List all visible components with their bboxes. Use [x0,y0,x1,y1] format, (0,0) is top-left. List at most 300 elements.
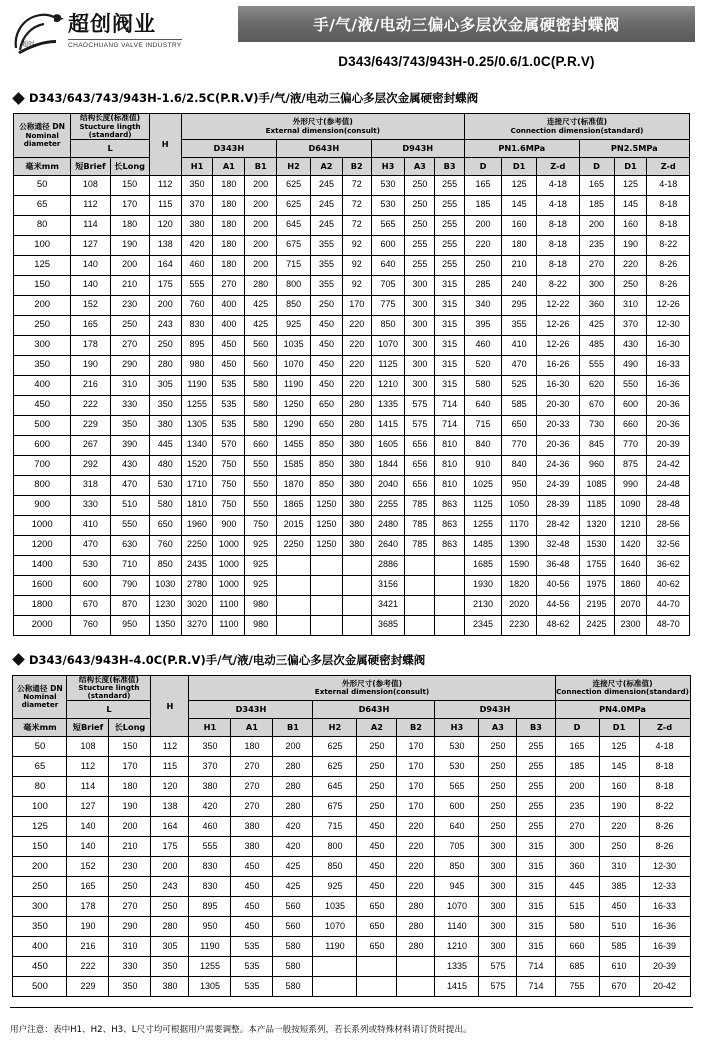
th-connection: 连接尺寸(标准值) Connection dimension(standard) [555,675,690,701]
table-cell: 180 [502,235,537,255]
table-cell: 300 [479,857,517,877]
table-cell: 715 [464,415,501,435]
th-a1: A1 [231,719,273,737]
table-cell: 330 [110,395,149,415]
table-cell: 640 [371,255,405,275]
table-cell: 470 [502,355,537,375]
table-cell: 850 [435,857,479,877]
table-cell: 210 [502,255,537,275]
table-cell: 300 [579,275,614,295]
table-cell: 625 [277,175,311,195]
table-cell: 114 [67,777,109,797]
table-cell: 270 [555,817,599,837]
table-cell: 280 [273,757,313,777]
table-cell: 863 [435,535,465,555]
th-external: 外形尺寸(参考值) External dimension(consult) [189,675,555,701]
spec-table-2 [12,675,690,998]
table-cell: 280 [342,395,371,415]
cell-nominal-diameter: 50 [13,737,67,757]
table-cell: 1250 [311,495,343,515]
table-cell: 250 [405,175,435,195]
table-cell: 2230 [502,615,537,635]
table-cell: 535 [213,395,245,415]
table-cell: 267 [71,435,110,455]
table-cell: 1335 [435,957,479,977]
table-cell: 460 [189,817,231,837]
table-cell: 1085 [579,475,614,495]
table-cell: 250 [405,215,435,235]
footer-divider [10,1007,693,1008]
table-row [13,917,690,937]
cell-nominal-diameter: 1200 [14,535,71,555]
table-cell: 945 [435,877,479,897]
th-h: H [149,114,181,176]
table-cell: 400 [213,315,245,335]
table-cell: 270 [110,335,149,355]
table-cell: 140 [71,255,110,275]
table-cell: 830 [189,857,231,877]
table-cell: 420 [273,837,313,857]
table-cell: 315 [517,897,555,917]
table-cell: 229 [67,977,109,997]
table-cell: 1170 [502,515,537,535]
cell-nominal-diameter: 1800 [14,595,71,615]
table-cell: 380 [189,777,231,797]
table-cell: 2070 [614,595,647,615]
table-cell: 2435 [181,555,213,575]
table-cell: 810 [435,435,465,455]
table-cell [357,977,397,997]
table-cell: 460 [464,335,501,355]
table-cell: 390 [110,435,149,455]
table-cell: 2020 [502,595,537,615]
table-cell: 108 [67,737,109,757]
table-cell: 92 [342,255,371,275]
table-cell: 32-56 [647,535,690,555]
table-row [14,215,690,235]
table-cell: 250 [464,255,501,275]
th-h2: H2 [277,157,311,175]
table-cell: 250 [357,777,397,797]
table-cell: 535 [213,415,245,435]
table-cell: 8-18 [647,195,690,215]
table-cell: 1185 [579,495,614,515]
table-cell: 1390 [502,535,537,555]
table-cell: 180 [213,175,245,195]
table-cell: 220 [599,817,639,837]
table-cell: 620 [579,375,614,395]
table-cell: 8-22 [537,275,579,295]
table-cell: 300 [479,837,517,857]
th-zd-40: Z-d [639,719,690,737]
table-cell: 530 [435,757,479,777]
table-cell: 530 [435,737,479,757]
table-cell: 360 [555,857,599,877]
table-cell: 250 [151,897,189,917]
table-cell: 900 [213,515,245,535]
table-cell: 125 [502,175,537,195]
cell-nominal-diameter: 100 [14,235,71,255]
table-cell: 16-30 [537,375,579,395]
table-cell [277,615,311,635]
table-cell: 2130 [464,595,501,615]
table-cell: 580 [245,375,277,395]
table-cell: 1025 [464,475,501,495]
table-cell: 16-39 [639,937,690,957]
table-cell: 92 [342,275,371,295]
table-cell: 165 [67,877,109,897]
table-cell: 200 [555,777,599,797]
table-cell: 570 [213,435,245,455]
table-cell: 24-39 [537,475,579,495]
table-cell: 270 [213,275,245,295]
cell-nominal-diameter: 900 [14,495,71,515]
table-cell: 1035 [277,335,311,355]
table-cell: 490 [614,355,647,375]
table-cell: 270 [231,797,273,817]
table-cell: 1250 [311,535,343,555]
table-cell: 243 [149,315,181,335]
table-cell [435,575,465,595]
table-cell: 72 [342,195,371,215]
table-cell: 760 [149,535,181,555]
table-cell: 650 [311,415,343,435]
table-cell: 3020 [181,595,213,615]
table-cell: 785 [405,535,435,555]
table-cell: 300 [405,355,435,375]
th-d-16: D [464,157,501,175]
table-cell: 850 [149,555,181,575]
table-cell: 145 [599,757,639,777]
table-cell: 3421 [371,595,405,615]
table-cell: 895 [189,897,231,917]
table-cell [405,595,435,615]
th-brief: 短Brief [71,157,110,175]
th-brief: 短Brief [67,719,109,737]
table-cell: 925 [245,575,277,595]
table-cell: 250 [479,797,517,817]
table-cell: 430 [110,455,149,475]
table-cell: 535 [231,937,273,957]
cell-nominal-diameter: 450 [14,395,71,415]
th-h3: H3 [435,719,479,737]
table-row [13,817,690,837]
th-d1-16: D1 [502,157,537,175]
table-cell: 380 [342,515,371,535]
th-b1: B1 [273,719,313,737]
table-cell: 230 [110,295,149,315]
table-cell: 710 [110,555,149,575]
table-cell: 445 [555,877,599,897]
table-cell: 980 [245,615,277,635]
brand-name-en: CHAOCHUANG VALVE INDUSTRY [68,39,182,49]
table-cell: 715 [313,817,357,837]
table-cell: 350 [151,957,189,977]
th-d-25: D [579,157,614,175]
table-cell: 190 [599,797,639,817]
th-h3: H3 [371,157,405,175]
table-cell: 190 [109,797,151,817]
table-cell: 235 [579,235,614,255]
table-cell: 585 [599,937,639,957]
table-cell: 280 [397,897,435,917]
table-cell: 560 [273,897,313,917]
table-cell: 575 [405,415,435,435]
spec-table-1 [13,113,690,636]
table-cell: 800 [313,837,357,857]
table-cell: 165 [579,175,614,195]
table-cell: 280 [342,415,371,435]
table-cell: 255 [435,255,465,275]
table-cell: 650 [357,917,397,937]
spec-table-2-body [13,737,690,997]
table-cell: 960 [579,455,614,475]
table-cell: 863 [435,495,465,515]
table-row [13,957,690,977]
table-row [13,857,690,877]
table-cell [342,555,371,575]
table-cell: 750 [213,495,245,515]
table-cell: 810 [435,455,465,475]
table-cell: 300 [479,877,517,897]
table-cell: 370 [181,195,213,215]
table-cell: 32-48 [537,535,579,555]
table-cell: 350 [181,175,213,195]
table-cell: 380 [342,535,371,555]
table-cell: 830 [189,877,231,897]
table-cell: 1290 [277,415,311,435]
table-cell: 850 [277,295,311,315]
table-cell: 580 [273,957,313,977]
table-cell: 180 [231,737,273,757]
table-cell: 420 [181,235,213,255]
table-cell: 125 [599,737,639,757]
table-cell: 1190 [189,937,231,957]
table-cell: 243 [151,877,189,897]
th-group-d943h: D943H [435,701,555,719]
table-cell: 600 [371,235,405,255]
table-cell: 1125 [371,355,405,375]
table-cell: 12-26 [537,335,579,355]
table-cell: 250 [357,737,397,757]
table-cell: 125 [614,175,647,195]
th-a2: A2 [357,719,397,737]
table-cell: 550 [245,475,277,495]
table-cell: 12-33 [639,877,690,897]
table-cell: 290 [109,917,151,937]
table-cell: 760 [71,615,110,635]
table-row [14,175,690,195]
table-cell: 705 [371,275,405,295]
th-pn40: PN4.0MPa [555,701,690,719]
table-cell [342,615,371,635]
th-b3: B3 [435,157,465,175]
table-cell: 315 [517,857,555,877]
title-column [238,6,695,69]
table-cell: 1050 [502,495,537,515]
table-cell: 580 [273,937,313,957]
table-cell: 555 [189,837,231,857]
table-cell: 670 [579,395,614,415]
th-group-d343h: D343H [181,139,276,157]
table-cell: 2480 [371,515,405,535]
table-cell: 190 [110,235,149,255]
table-cell: 310 [110,375,149,395]
table-cell: 127 [71,235,110,255]
table-cell: 8-18 [537,255,579,275]
table-cell: 250 [149,335,181,355]
table-cell: 1255 [189,957,231,977]
table-cell: 2640 [371,535,405,555]
table-cell: 445 [149,435,181,455]
table-cell: 8-18 [647,215,690,235]
table-cell: 8-18 [639,777,690,797]
table-cell: 255 [435,195,465,215]
table-cell: 200 [579,215,614,235]
table-cell: 16-33 [647,355,690,375]
table-cell: 200 [149,295,181,315]
table-cell: 660 [245,435,277,455]
table-cell: 200 [273,737,313,757]
table-cell: 4-18 [537,175,579,195]
table-cell: 560 [273,917,313,937]
table-cell: 20-39 [639,957,690,977]
table-cell: 360 [579,295,614,315]
table-cell: 510 [110,495,149,515]
table-cell: 3685 [371,615,405,635]
table-cell: 420 [189,797,231,817]
table-cell: 315 [435,375,465,395]
table-cell: 950 [502,475,537,495]
table-cell: 115 [149,195,181,215]
cell-nominal-diameter: 65 [13,757,67,777]
table-cell: 1685 [464,555,501,575]
table-row [14,355,690,375]
cell-nominal-diameter: 200 [14,295,71,315]
table-cell: 1210 [435,937,479,957]
table-cell: 255 [405,235,435,255]
table-cell: 150 [110,175,149,195]
cell-nominal-diameter: 450 [13,957,67,977]
section-1-caption [14,90,703,106]
table-cell: 315 [435,315,465,335]
table-cell: 535 [231,977,273,997]
table-cell: 750 [245,515,277,535]
table-cell: 180 [213,255,245,275]
table-cell: 425 [245,315,277,335]
table-cell: 925 [313,877,357,897]
table-cell: 460 [181,255,213,275]
table-cell: 380 [342,495,371,515]
table-cell: 645 [313,777,357,797]
table-cell: 1125 [464,495,501,515]
table-cell: 280 [149,355,181,375]
table-cell: 8-26 [639,817,690,837]
th-l: L [71,139,150,157]
table-cell: 165 [464,175,501,195]
table-cell: 1070 [277,355,311,375]
table-cell: 585 [502,395,537,415]
table-cell: 24-42 [647,455,690,475]
table-cell: 1975 [579,575,614,595]
th-b3: B3 [517,719,555,737]
table-cell: 656 [405,435,435,455]
section-2-caption-text: D343/643/943H-4.0C(P.R.V)手/气/液/电动三偏心多层次金属硬密封蝶阀 [29,652,426,667]
table-cell: 216 [67,937,109,957]
table-cell: 355 [311,275,343,295]
table-cell: 20-33 [537,415,579,435]
table-cell: 395 [464,315,501,335]
table-cell: 8-26 [647,255,690,275]
table-cell: 730 [579,415,614,435]
table-cell: 660 [555,937,599,957]
table-cell: 430 [614,335,647,355]
table-cell: 120 [149,215,181,235]
table-cell: 425 [245,295,277,315]
table-cell: 1340 [181,435,213,455]
table-cell: 450 [599,897,639,917]
table-cell: 410 [502,335,537,355]
table-cell: 185 [464,195,501,215]
table-cell: 650 [502,415,537,435]
table-cell: 180 [213,195,245,215]
table-cell: 675 [313,797,357,817]
table-cell: 485 [579,335,614,355]
table-cell: 1070 [435,897,479,917]
th-b2: B2 [342,157,371,175]
table-cell: 250 [311,295,343,315]
table-cell: 285 [464,275,501,295]
table-cell: 1230 [149,595,181,615]
table-cell: 178 [71,335,110,355]
th-group-d643h: D643H [313,701,435,719]
table-cell: 980 [181,355,213,375]
table-cell: 925 [277,315,311,335]
table-cell: 12-30 [647,315,690,335]
table-cell: 245 [311,195,343,215]
table-cell: 550 [110,515,149,535]
table-cell: 175 [151,837,189,857]
table-cell: 575 [479,977,517,997]
table-cell: 8-22 [647,235,690,255]
table-cell: 550 [245,455,277,475]
table-cell: 1335 [371,395,405,415]
th-dn: 公称通径 DN Nominal diameter [14,114,71,158]
table-cell: 315 [435,275,465,295]
table-cell: 1520 [181,455,213,475]
table-cell: 220 [397,817,435,837]
table-cell: 24-48 [647,475,690,495]
table-cell: 530 [371,175,405,195]
table-cell: 180 [213,235,245,255]
table-cell: 355 [502,315,537,335]
table-cell: 925 [245,535,277,555]
table-cell: 1755 [579,555,614,575]
table-cell: 229 [71,415,110,435]
table-cell: 535 [231,957,273,977]
table-cell: 20-36 [537,435,579,455]
table-cell: 165 [71,315,110,335]
th-d-40: D [555,719,599,737]
table-cell: 16-36 [647,375,690,395]
th-group-d943h: D943H [371,139,464,157]
table-cell: 650 [149,515,181,535]
table-cell: 685 [555,957,599,977]
table-cell: 380 [149,415,181,435]
table-cell: 450 [311,315,343,335]
table-cell: 20-36 [647,415,690,435]
table-cell: 180 [110,215,149,235]
